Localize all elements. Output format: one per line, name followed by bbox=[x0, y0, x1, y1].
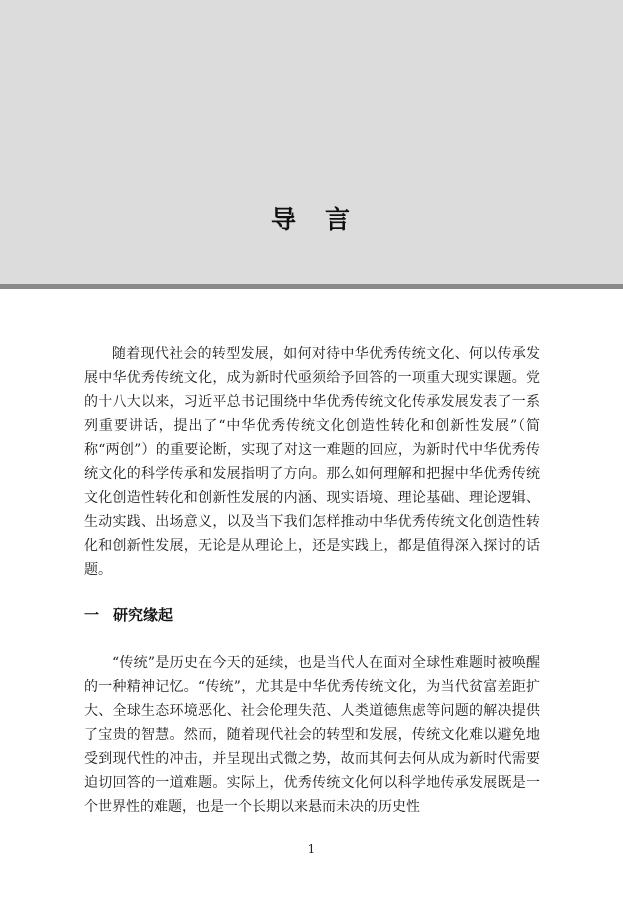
chapter-title: 导 言 bbox=[270, 205, 352, 234]
section-number: 一 bbox=[84, 606, 100, 624]
intro-section bbox=[84, 342, 540, 582]
page-number: 1 bbox=[307, 842, 316, 856]
section-title: 研究缘起 bbox=[113, 606, 174, 624]
section-heading bbox=[84, 602, 540, 628]
intro-paragraph: 随着现代社会的转型发展，如何对待中华优秀传统文化、何以传承发展中华优秀传统文化，成为新时代亟须给予回答的一项重大现实课题。党的十八大以来，习近平总书记围绕中华优秀传统文化传承发展发表了一系列重要讲话，提出了“中华优秀传统文化创造性转化和创新性发展”（简称“两创”）的重要论断，实现了对这一难题的回应，为新时代中华优秀传统文化的科学传承和发展指明了方向。那么如何理解和把握中华优秀传统文化创造性转化和创新性发展的内涵、现实语境、理论基础、理论逻辑、生动实践、出场意义，以及当下我们怎样推动中华优秀传统文化创造性转化和创新性发展，无论是从理论上，还是实践上，都是值得深入探讨的话题。 bbox=[84, 346, 540, 578]
section-body bbox=[84, 651, 540, 819]
section-paragraph: “传统”是历史在今天的延续，也是当代人在面对全球性难题时被唤醒的一种精神记忆。“传统”，尤其是中华优秀传统文化，为当代贫富差距扩大、全球生态环境恶化、社会伦理失范、人类道德焦虑等问题的解决提供了宝贵的智慧。然而，随着现代社会的转型和发展，传统文化难以避免地受到现代性的冲击，并呈现出式微之势，故而其何去何从成为新时代需要迫切回答的一道难题。实际上，优秀传统文化何以科学地传承发展既是一个世界性的难题，也是一个长期以来悬而未决的历史性 bbox=[84, 655, 540, 815]
chapter-header-rule bbox=[0, 284, 623, 289]
chapter-header-band bbox=[0, 0, 623, 284]
